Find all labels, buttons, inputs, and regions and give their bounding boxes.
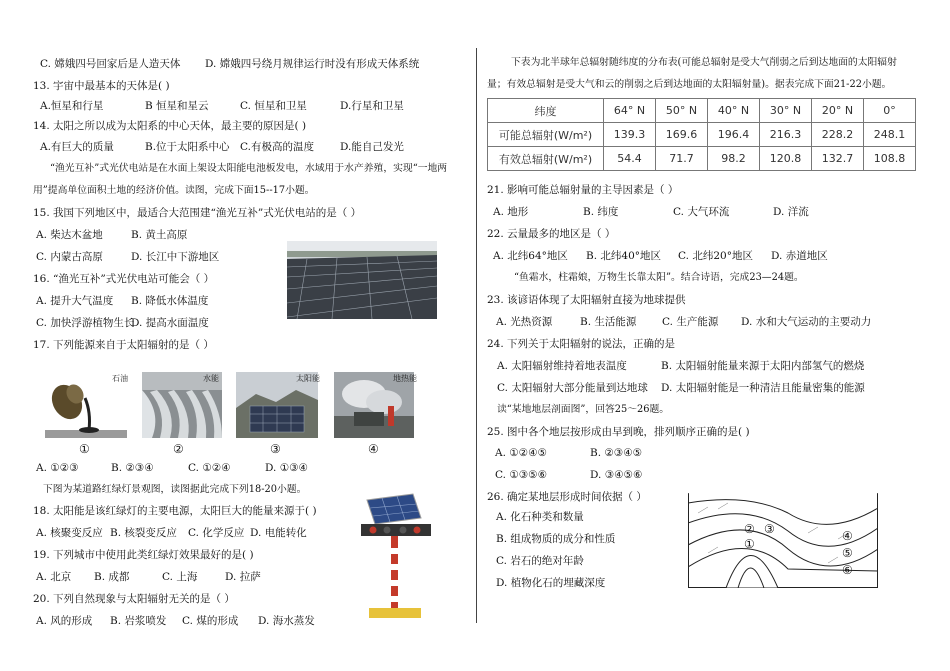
q21-option-c: C. 大气环流 — [673, 206, 730, 218]
q24-option-d: D. 太阳辐射能是一种清洁且能量密集的能源 — [661, 382, 865, 394]
table-cell: 54.4 — [604, 147, 656, 171]
stratum-label-5: ⑤ — [842, 546, 853, 560]
q18-option-c: C. 化学反应 — [188, 527, 245, 539]
question-17: 17. 下列能源来自于太阳辐射的是（ ） — [33, 339, 214, 351]
q23-option-d: D. 水和大气运动的主要动力 — [741, 316, 872, 328]
stratum-label-6: ⑥ — [842, 563, 853, 577]
image-label-2: ② — [173, 442, 184, 456]
q12-option-d: D. 嫦娥四号绕月规律运行时没有形成天体系统 — [205, 58, 420, 70]
question-18: 18. 太阳能是该红绿灯的主要电源，太阳巨大的能量来源于( ) — [33, 505, 317, 517]
fishery-solar-farm-photo — [287, 241, 437, 319]
q20-option-c: C. 煤的形成 — [182, 615, 239, 627]
question-25: 25. 图中各个地层按形成由早到晚，排列顺序正确的是( ) — [487, 426, 750, 438]
intro-21-22-line2: 量；有效总辐射是受大气和云的削弱之后到达地面的太阳辐射量)。据表完成下面21-22小题。 — [487, 79, 892, 90]
table-cell: 228.2 — [812, 123, 864, 147]
question-15: 15. 我国下列地区中，最适合大范围建“渔光互补”式光伏电站的是（ ） — [33, 207, 362, 219]
q19-option-a: A. 北京 — [36, 571, 72, 583]
table-cell: 50° N — [656, 99, 708, 123]
table-cell: 216.3 — [760, 123, 812, 147]
table-row — [488, 147, 916, 171]
stratum-label-1: ① — [744, 537, 755, 551]
table-cell: 40° N — [708, 99, 760, 123]
table-header-cell: 有效总辐射(W/m²) — [488, 147, 604, 171]
table-header-cell: 可能总辐射(W/m²) — [488, 123, 604, 147]
table-cell: 98.2 — [708, 147, 760, 171]
q13-option-d: D.行星和卫星 — [340, 100, 404, 112]
q15-option-d: D. 长江中下游地区 — [131, 251, 220, 263]
question-20: 20. 下列自然现象与太阳辐射无关的是（ ） — [33, 593, 235, 605]
q23-option-b: B. 生活能源 — [580, 316, 637, 328]
question-23: 23. 该谚语体现了太阳辐射直接为地球提供 — [487, 294, 686, 306]
column-divider — [476, 48, 477, 623]
table-cell: 0° — [864, 99, 916, 123]
q16-option-a: A. 提升大气温度 — [36, 295, 114, 307]
question-21: 21. 影响可能总辐射量的主导因素是（ ） — [487, 184, 679, 196]
q26-option-b: B. 组成物质的成分和性质 — [496, 533, 616, 545]
table-cell: 139.3 — [604, 123, 656, 147]
intro-15-17-line2: 用”提高单位面积土地的经济价值。读图，完成下面15--17小题。 — [33, 185, 315, 196]
image-label-4: ④ — [368, 442, 379, 456]
q23-option-a: A. 光热资源 — [496, 316, 553, 328]
question-16: 16. “渔光互补”式光伏电站可能会（ ） — [33, 273, 215, 285]
q15-option-a: A. 柴达木盆地 — [36, 229, 103, 241]
q18-option-b: B. 核裂变反应 — [110, 527, 177, 539]
q19-option-c: C. 上海 — [162, 571, 198, 583]
image-label-1: ① — [79, 442, 90, 456]
q15-option-c: C. 内蒙古高原 — [36, 251, 103, 263]
intro-25-26: 读“某地地层剖面图”，回答25～26题。 — [497, 404, 670, 415]
table-row — [488, 99, 916, 123]
q14-option-b: B.位于太阳系中心 — [145, 141, 230, 153]
q16-option-b: B. 降低水体温度 — [131, 295, 209, 307]
table-cell: 169.6 — [656, 123, 708, 147]
table-cell: 71.7 — [656, 147, 708, 171]
table-cell: 120.8 — [760, 147, 812, 171]
q20-option-d: D. 海水蒸发 — [258, 615, 315, 627]
q14-option-c: C.有极高的温度 — [240, 141, 314, 153]
table-cell: 248.1 — [864, 123, 916, 147]
q12-option-c: C. 嫦娥四号回家后是人造天体 — [40, 58, 181, 70]
q21-option-d: D. 洋流 — [773, 206, 809, 218]
q22-option-a: A. 北纬64°地区 — [493, 250, 568, 262]
q17-option-b: B. ②③④ — [111, 462, 154, 474]
q14-option-d: D.能自己发光 — [340, 141, 404, 153]
table-cell: 132.7 — [812, 147, 864, 171]
q19-option-d: D. 拉萨 — [225, 571, 261, 583]
q21-option-b: B. 纬度 — [583, 206, 619, 218]
q25-option-c: C. ①③⑤⑥ — [495, 469, 547, 481]
q26-option-d: D. 植物化石的埋藏深度 — [496, 577, 606, 589]
table-header-cell: 纬度 — [488, 99, 604, 123]
stratum-label-2: ② — [744, 522, 755, 536]
question-13: 13. 宇宙中最基本的天体是( ) — [33, 80, 170, 92]
q24-option-b: B. 太阳辐射能量来源于太阳内部氢气的燃烧 — [661, 360, 865, 372]
table-cell: 108.8 — [864, 147, 916, 171]
q18-option-a: A. 核聚变反应 — [36, 527, 103, 539]
stratum-label-4: ④ — [842, 529, 853, 543]
question-14: 14. 太阳之所以成为太阳系的中心天体，最主要的原因是( ) — [33, 120, 307, 132]
question-24: 24. 下列关于太阳辐射的说法，正确的是 — [487, 338, 676, 350]
q18-option-d: D. 电能转化 — [250, 527, 307, 539]
stratum-label-3: ③ — [764, 522, 775, 536]
solar-traffic-light-image — [355, 492, 435, 622]
radiation-table — [487, 98, 916, 171]
table-cell: 196.4 — [708, 123, 760, 147]
q16-option-c: C. 加快浮游植物生长 — [36, 317, 135, 329]
q13-option-c: C. 恒星和卫星 — [240, 100, 307, 112]
table-row — [488, 123, 916, 147]
intro-15-17-line1: “渔光互补”式光伏电站是在水面上架设太阳能电池板发电，水域用于水产养殖，实现“一地两 — [50, 163, 448, 174]
q22-option-b: B. 北纬40°地区 — [586, 250, 662, 262]
q25-option-d: D. ③④⑤⑥ — [590, 469, 643, 481]
question-19: 19. 下列城市中使用此类红绿灯效果最好的是( ) — [33, 549, 254, 561]
table-cell: 20° N — [812, 99, 864, 123]
table-cell: 64° N — [604, 99, 656, 123]
q26-option-a: A. 化石种类和数量 — [496, 511, 584, 523]
q23-option-c: C. 生产能源 — [662, 316, 719, 328]
q26-option-c: C. 岩石的绝对年龄 — [496, 555, 584, 567]
q25-option-a: A. ①②④⑤ — [495, 447, 547, 459]
q13-option-b: B 恒星和星云 — [145, 100, 209, 112]
q24-option-c: C. 太阳辐射大部分能量到达地球 — [497, 382, 648, 394]
intro-18-20: 下图为某道路红绿灯景观图，读图据此完成下列18-20小题。 — [43, 484, 307, 495]
q13-option-a: A.恒星和行星 — [40, 100, 104, 112]
intro-21-22-line1: 下表为北半球年总辐射随纬度的分布表(可能总辐射是受大气削弱之后到达地面的太阳辐射 — [511, 57, 897, 68]
q16-option-d: D. 提高水面温度 — [131, 317, 209, 329]
q21-option-a: A. 地形 — [493, 206, 529, 218]
q25-option-b: B. ②③④⑤ — [590, 447, 643, 459]
question-22: 22. 云量最多的地区是（ ） — [487, 228, 616, 240]
q20-option-b: B. 岩浆喷发 — [110, 615, 167, 627]
q22-option-c: C. 北纬20°地区 — [678, 250, 753, 262]
table-cell: 30° N — [760, 99, 812, 123]
q14-option-a: A.有巨大的质量 — [40, 141, 114, 153]
q22-option-d: D. 赤道地区 — [771, 250, 828, 262]
question-26: 26. 确定某地层形成时间依据（ ） — [487, 491, 647, 503]
image-label-3: ③ — [270, 442, 281, 456]
q24-option-a: A. 太阳辐射维持着地表温度 — [497, 360, 627, 372]
q17-option-d: D. ①③④ — [265, 462, 308, 474]
q20-option-a: A. 风的形成 — [36, 615, 93, 627]
hydro-caption: 水能 — [203, 374, 219, 383]
solar-caption: 太阳能 — [296, 374, 320, 383]
geothermal-caption: 地热能 — [393, 374, 417, 383]
intro-23-24: “鱼霜水，柱霜娘，万物生长靠太阳”。结合诗语，完成23—24题。 — [514, 272, 804, 283]
oil-caption: 石油 — [112, 374, 128, 383]
q19-option-b: B. 成都 — [94, 571, 130, 583]
q17-option-a: A. ①②③ — [36, 462, 79, 474]
q17-option-c: C. ①②④ — [188, 462, 231, 474]
q15-option-b: B. 黄土高原 — [131, 229, 188, 241]
